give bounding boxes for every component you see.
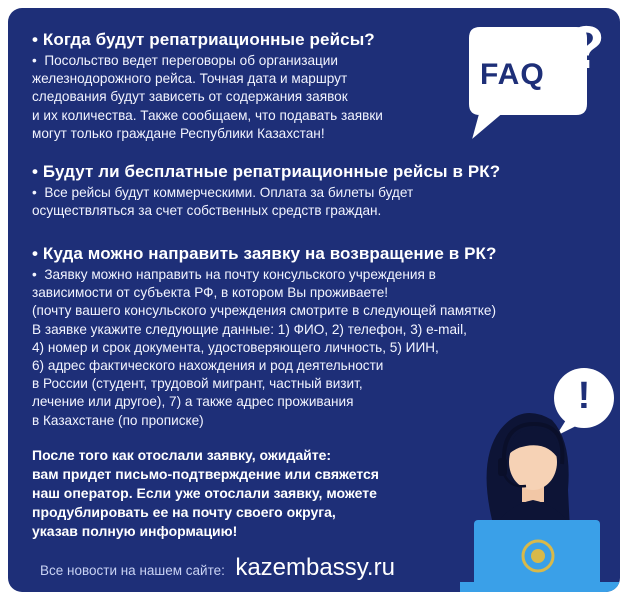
question-1: • Когда будут репатриационные рейсы? [32, 30, 375, 49]
faq-label: FAQ [480, 58, 545, 91]
footer [40, 554, 395, 582]
answer-3: • Заявку можно направить на почту консульского учреждения в зависимости от субъекта РФ, в котором Вы проживаете! (почту вашего консульского учреждения смотрите в следующей памятке) В заявке укажите следующие данные: 1) ФИО, 2) телефон, 3) e-mail, 4) номер и срок документа, удостоверяющего личность, 5) ИИН, 6) адрес фактического нахождения и род деятельности в России (студент, трудовой мигрант, частный визит, лечение или другое), 7) а также адрес проживания в Казахстане (по прописке) [32, 267, 496, 428]
question-3: • Куда можно направить заявку на возвращение в РК? [32, 244, 497, 263]
alert-mark: ! [577, 375, 591, 417]
operator-illustration [452, 360, 620, 592]
faq-question-mark: ? [568, 14, 605, 81]
faq-card [8, 8, 620, 592]
site-link[interactable]: kazembassy.ru [235, 554, 395, 581]
answer-2: • Все рейсы будут коммерческими. Оплата за билеты будет осуществляться за счет собственных средств граждан. [32, 185, 414, 219]
after-submission-note: После того как отослали заявку, ожидайте: вам придет письмо-подтверждение или свяжется наш оператор. Если уже отослали заявку, можете продублировать ее на почту своего округа, указав полную информацию! [32, 447, 379, 539]
operator-icon [452, 360, 620, 592]
faq-badge [456, 14, 620, 146]
question-2: • Будут ли бесплатные репатриационные рейсы в РК? [32, 162, 501, 181]
footer-label: Все новости на нашем сайте: [40, 563, 225, 578]
answer-1: • Посольство ведет переговоры об организации железнодорожного рейса. Точная дата и маршрут следования будут зависеть от содержания заявок и их количества. Также сообщаем, что подавать заявки могут только граждане Республики Казахстан! [32, 53, 383, 141]
